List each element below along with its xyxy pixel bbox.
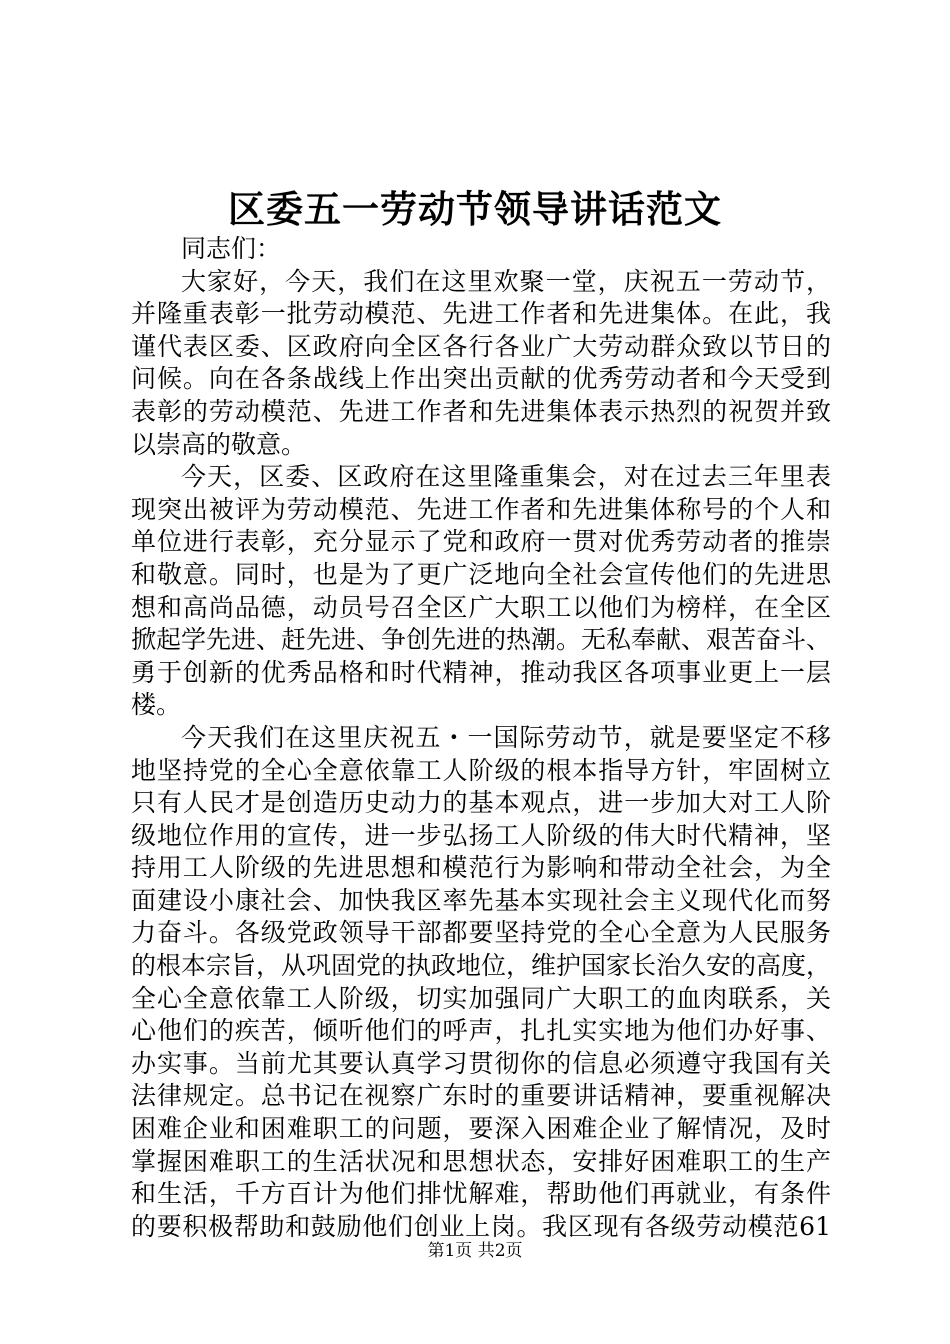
paragraph-3-line: 法律规定。总书记在视察广东时的重要讲话精神，要重视解决: [131, 1081, 831, 1111]
paragraph-1-line: 谨代表区委、区政府向全区各行各业广大劳动群众致以节日的: [131, 331, 831, 361]
paragraph-2-line: 想和高尚品德，动员号召全区广大职工以他们为榜样，在全区: [131, 592, 831, 622]
paragraph-3-line: 力奋斗。各级党政领导干部都要坚持党的全心全意为人民服务: [131, 918, 831, 948]
paragraph-3-line: 地坚持党的全心全意依靠工人阶级的根本指导方针，牢固树立: [131, 755, 831, 785]
paragraph-1-line: 以崇高的敬意。: [131, 429, 307, 459]
paragraph-2-line: 单位进行表彰，充分显示了党和政府一贯对优秀劳动者的推崇: [131, 527, 831, 557]
paragraph-2-line: 勇于创新的优秀品格和时代精神，推动我区各项事业更上一层: [131, 657, 831, 687]
paragraph-1-line: 问候。向在各条战线上作出突出贡献的优秀劳动者和今天受到: [131, 364, 831, 394]
paragraph-3-line: 心他们的疾苦，倾听他们的呼声，扎扎实实地为他们办好事、: [131, 1016, 831, 1046]
paragraph-3-line: 今天我们在这里庆祝五・一国际劳动节，就是要坚定不移: [181, 722, 831, 752]
paragraph-3-line: 办实事。当前尤其要认真学习贯彻你的信息必须遵守我国有关: [131, 1048, 831, 1078]
paragraph-2-line: 和敬意。同时，也是为了更广泛地向全社会宣传他们的先进思: [131, 559, 831, 589]
paragraph-3-line: 级地位作用的宣传，进一步弘扬工人阶级的伟大时代精神，坚: [131, 820, 831, 850]
paragraph-3-line: 只有人民才是创造历史动力的基本观点，进一步加大对工人阶: [131, 788, 831, 818]
paragraph-1-line: 大家好，今天，我们在这里欢聚一堂，庆祝五一劳动节，: [181, 266, 831, 296]
paragraph-1-line: 并隆重表彰一批劳动模范、先进工作者和先进集体。在此，我: [131, 299, 831, 329]
document-title: 区委五一劳动节领导讲话范文: [228, 187, 722, 231]
paragraph-2-line: 掀起学先进、赶先进、争创先进的热潮。无私奉献、艰苦奋斗、: [131, 625, 831, 655]
paragraph-3-line: 全心全意依靠工人阶级，切实加强同广大职工的血肉联系，关: [131, 983, 831, 1013]
paragraph-2-line: 楼。: [131, 690, 182, 720]
paragraph-3-line: 掌握困难职工的生活状况和思想状态，安排好困难职工的生产: [131, 1146, 831, 1176]
salutation-line: 同志们：: [181, 234, 282, 263]
paragraph-3-line: 和生活，千方百计为他们排忧解难，帮助他们再就业，有条件: [131, 1179, 831, 1209]
document-body: [131, 233, 831, 1243]
paragraph-3-line: 持用工人阶级的先进思想和模范行为影响和带动全社会，为全: [131, 853, 831, 883]
page-footer: 第1页 共2页: [427, 1241, 523, 1261]
paragraph-3-line: 的要积极帮助和鼓励他们创业上岗。我区现有各级劳动模范61: [131, 1211, 831, 1241]
paragraph-1-line: 表彰的劳动模范、先进工作者和先进集体表示热烈的祝贺并致: [131, 396, 831, 426]
paragraph-2-line: 现突出被评为劳动模范、先进工作者和先进集体称号的个人和: [131, 494, 831, 524]
paragraph-2-line: 今天，区委、区政府在这里隆重集会，对在过去三年里表: [181, 462, 831, 492]
paragraph-3-line: 面建设小康社会、加快我区率先基本实现社会主义现代化而努: [131, 885, 831, 915]
paragraph-3-line: 困难企业和困难职工的问题，要深入困难企业了解情况，及时: [131, 1114, 831, 1144]
paragraph-3-line: 的根本宗旨，从巩固党的执政地位，维护国家长治久安的高度，: [131, 951, 831, 981]
